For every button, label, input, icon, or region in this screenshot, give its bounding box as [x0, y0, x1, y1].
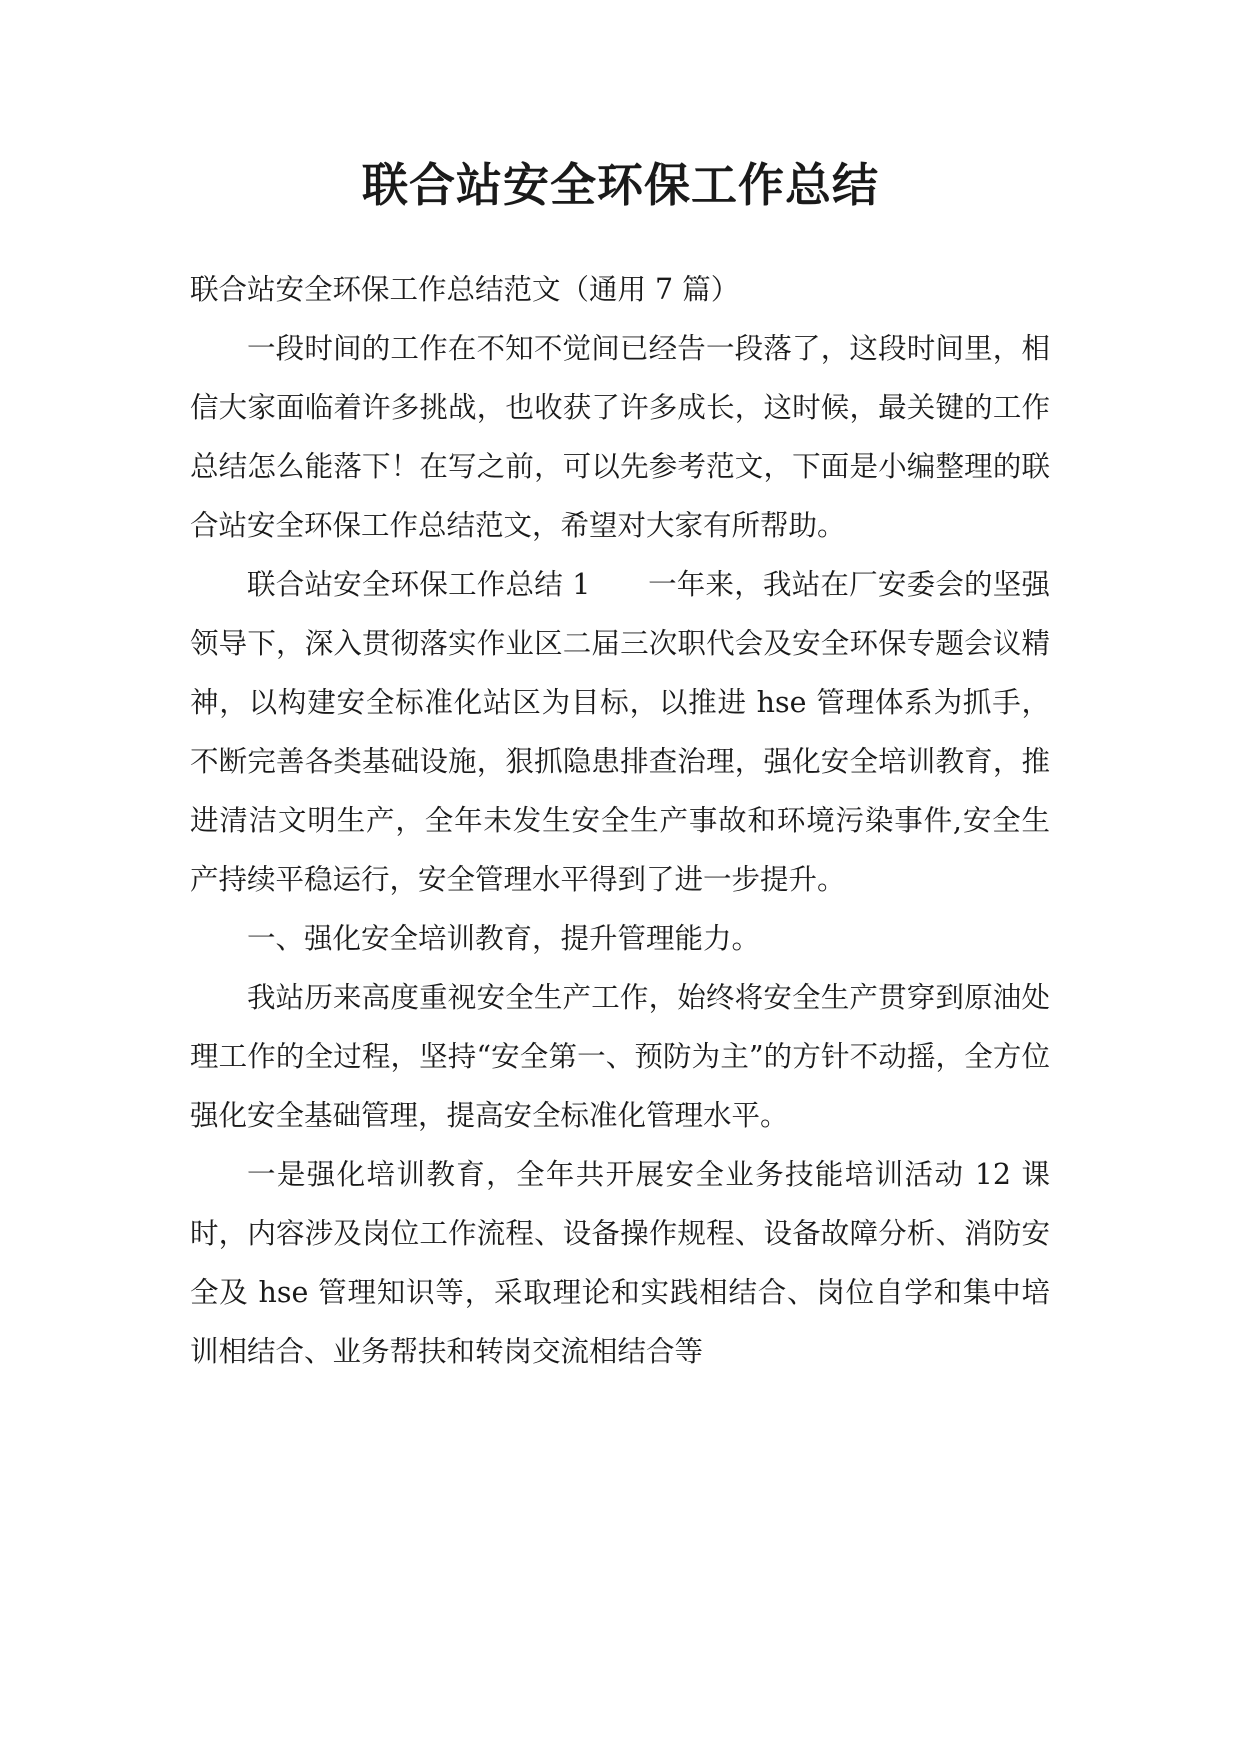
section-heading-1: 一、强化安全培训教育，提升管理能力。	[247, 922, 761, 955]
paragraph-intro: 一段时间的工作在不知不觉间已经告一段落了，这段时间里，相信大家面临着许多挑战，也收获了许多成长，这时候，最关键的工作总结怎么能落下！在写之前，可以先参考范文，下面是小编整理的联合站安全环保工作总结范文，希望对大家有所帮助。	[190, 332, 1050, 542]
paragraph-summary-1: 联合站安全环保工作总结 1 一年来，我站在厂安委会的坚强领导下，深入贯彻落实作业区二届三次职代会及安全环保专题会议精神，以构建安全标准化站区为目标，以推进 hse 管理体系为抓手，不断完善各类基础设施，狠抓隐患排查治理，强化安全培训教育，推进清洁文明生产，全年未发生安全生产事故和环境污染事件,安全生产持续平稳运行，安全管理水平得到了进一步提升。	[190, 568, 1050, 896]
document-body	[190, 260, 1050, 1381]
document-subtitle: 联合站安全环保工作总结范文（通用 7 篇）	[190, 273, 740, 306]
paragraph-section-1: 我站历来高度重视安全生产工作，始终将安全生产贯穿到原油处理工作的全过程，坚持“安全第一、预防为主”的方针不动摇，全方位强化安全基础管理，提高安全标准化管理水平。	[190, 981, 1050, 1132]
document-title: 联合站安全环保工作总结	[362, 158, 879, 212]
paragraph-training: 一是强化培训教育，全年共开展安全业务技能培训活动 12 课时，内容涉及岗位工作流程、设备操作规程、设备故障分析、消防安全及 hse 管理知识等，采取理论和实践相结合、岗位自学和集中培训相结合、业务帮扶和转岗交流相结合等	[190, 1158, 1050, 1368]
